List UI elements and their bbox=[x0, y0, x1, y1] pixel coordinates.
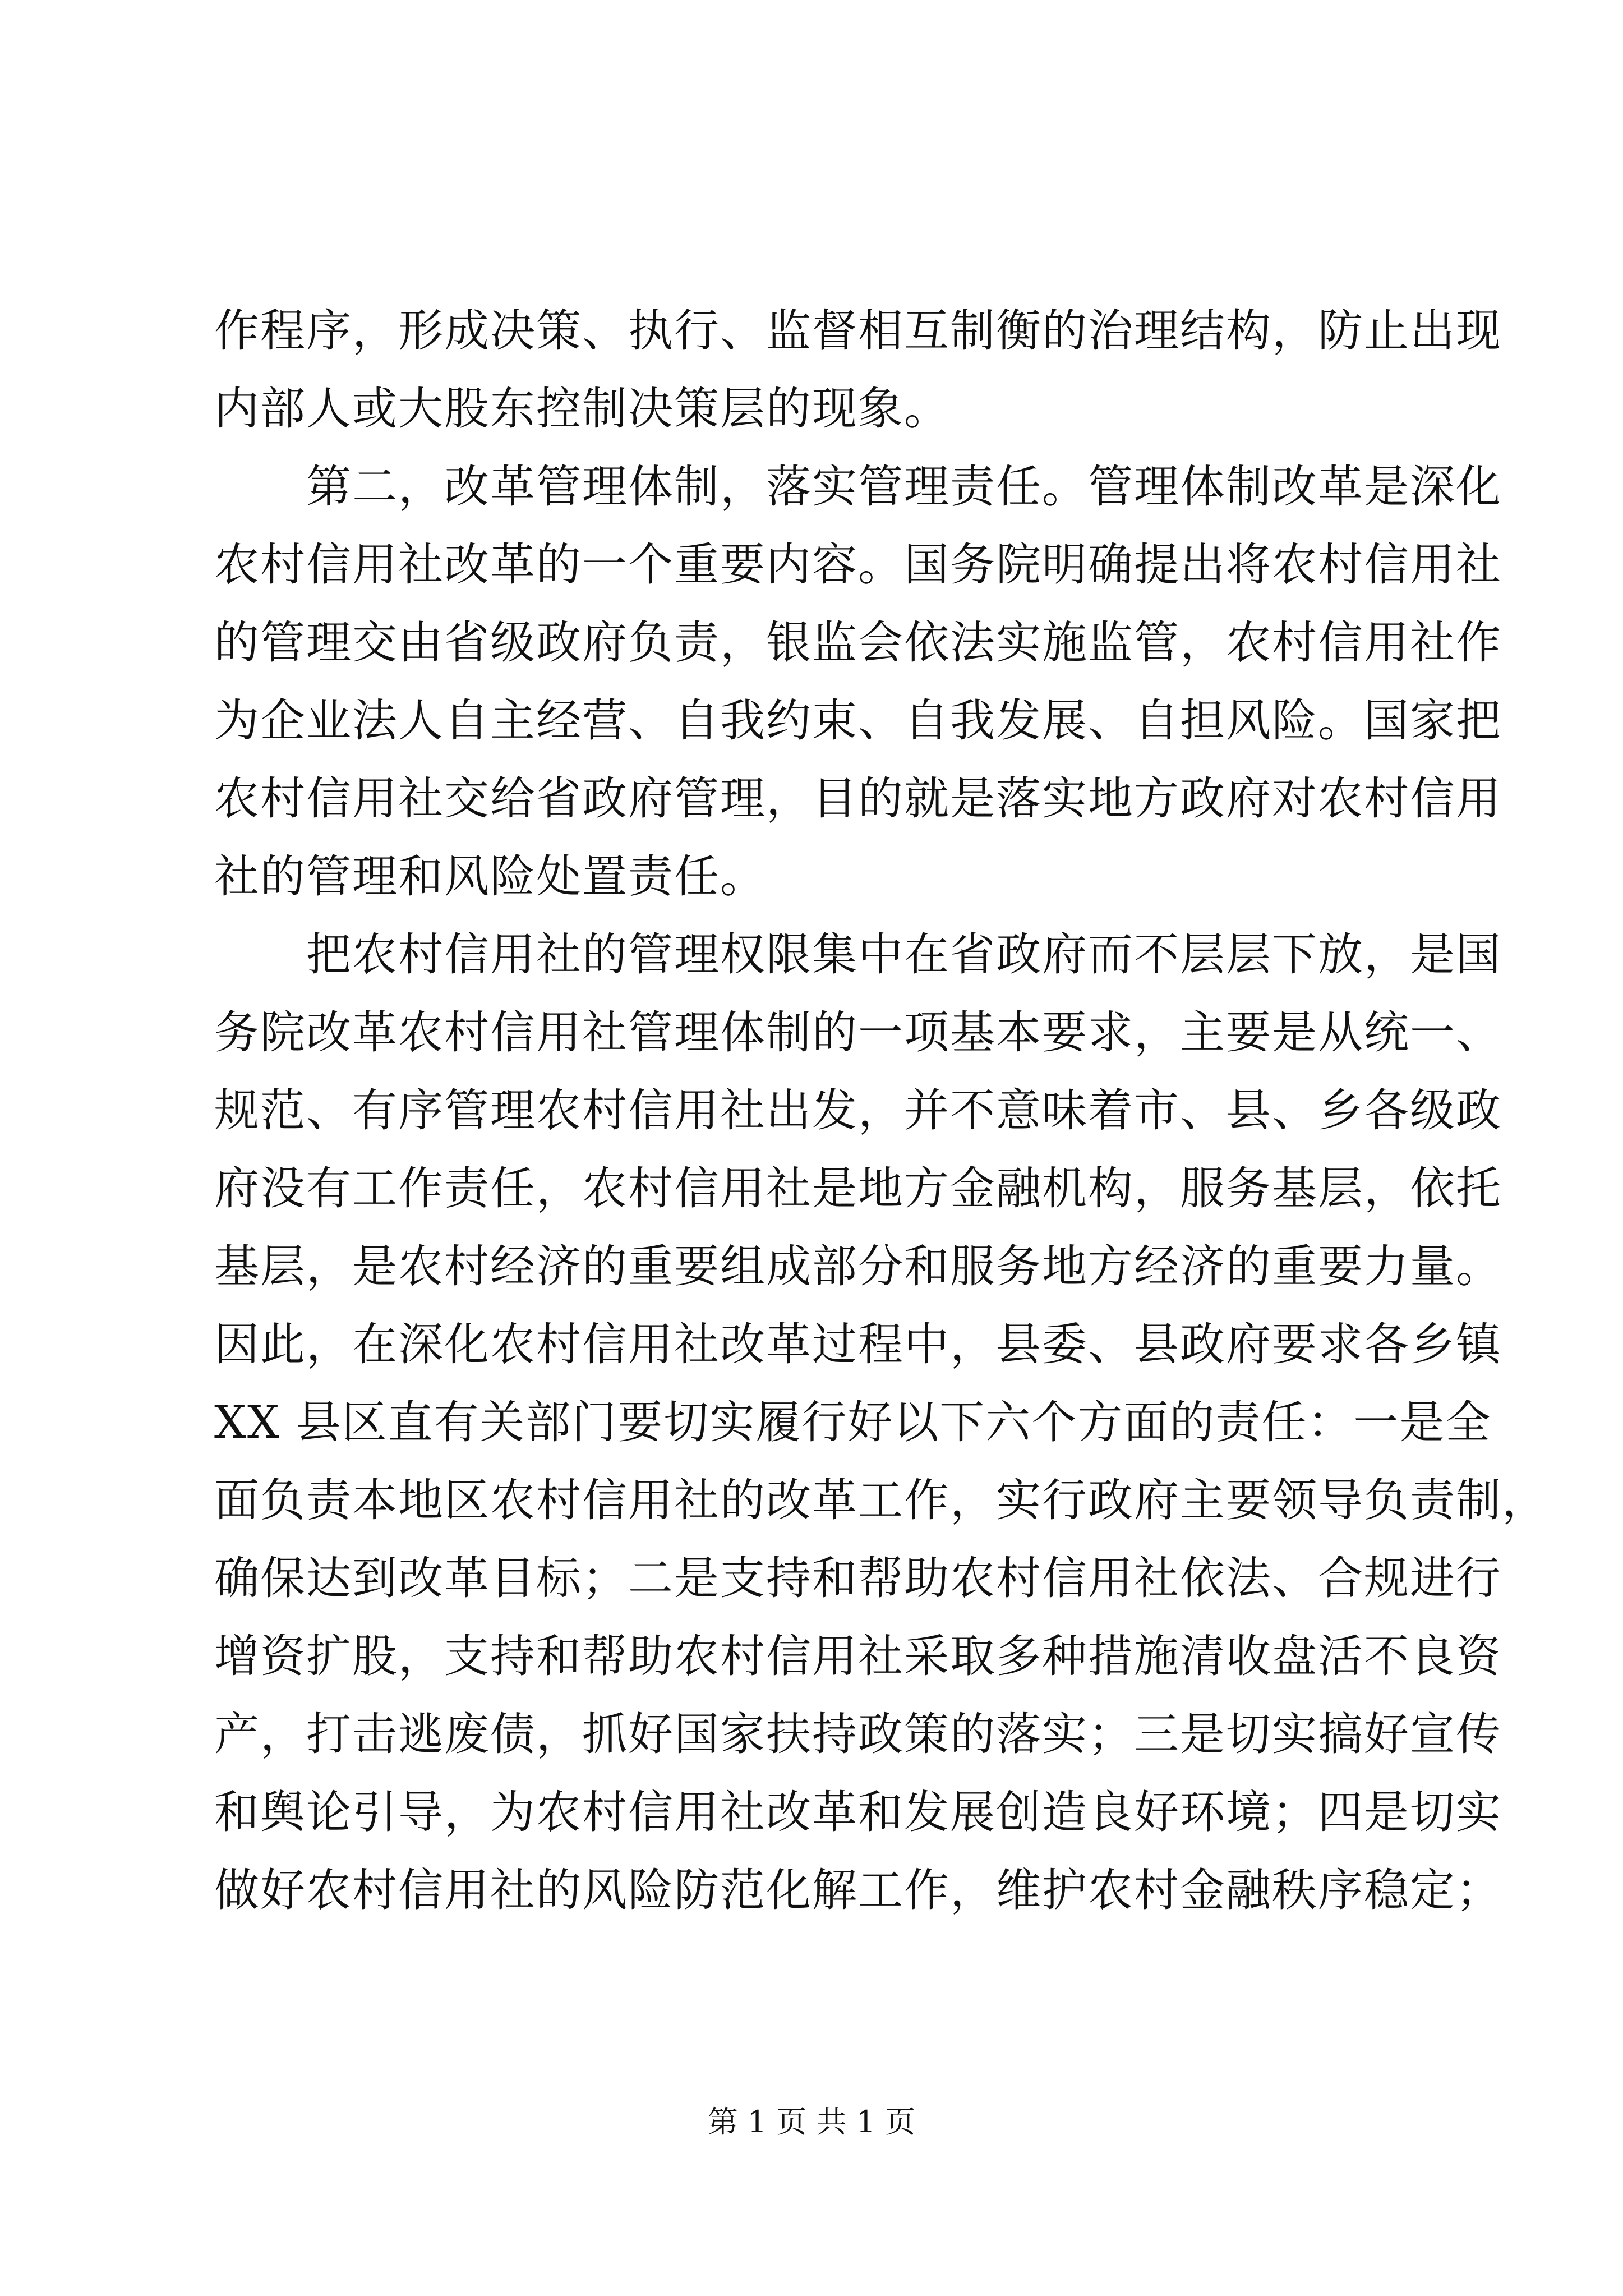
text-line: 确保达到改革目标；二是支持和帮助农村信用社依法、合规进行 bbox=[214, 1552, 1502, 1604]
text-line: 规范、有序管理农村信用社出发，并不意味着市、县、乡各级政 bbox=[214, 1084, 1502, 1137]
text-line: 和舆论引导，为农村信用社改革和发展创造良好环境；四是切实 bbox=[214, 1786, 1502, 1838]
text-line: 把农村信用社的管理权限集中在省政府而不层层下放，是国 bbox=[214, 928, 1502, 981]
text-line: 面负责本地区农村信用社的改革工作，实行政府主要领导负责制， bbox=[214, 1474, 1548, 1526]
text-line: 农村信用社改革的一个重要内容。国务院明确提出将农村信用社 bbox=[214, 539, 1502, 591]
text-line: 因此，在深化农村信用社改革过程中，县委、县政府要求各乡镇 bbox=[214, 1318, 1502, 1370]
text-line: 做好农村信用社的风险防范化解工作，维护农村金融秩序稳定； bbox=[214, 1864, 1502, 1916]
text-line: 的管理交由省级政府负责，银监会依法实施监管，农村信用社作 bbox=[214, 616, 1502, 669]
page-footer: 第 1 页 共 1 页 bbox=[707, 2104, 916, 2139]
text-line: 农村信用社交给省政府管理，目的就是落实地方政府对农村信用 bbox=[214, 772, 1502, 825]
text-line: 社的管理和风险处置责任。 bbox=[214, 850, 766, 903]
text-line: 为企业法人自主经营、自我约束、自我发展、自担风险。国家把 bbox=[214, 694, 1502, 747]
text-line: 增资扩股，支持和帮助农村信用社采取多种措施清收盘活不良资 bbox=[214, 1630, 1502, 1682]
text-line: 府没有工作责任，农村信用社是地方金融机构，服务基层，依托 bbox=[214, 1162, 1502, 1214]
text-line: XX 县区直有关部门要切实履行好以下六个方面的责任：一是全 bbox=[214, 1396, 1492, 1448]
text-line: 务院改革农村信用社管理体制的一项基本要求，主要是从统一、 bbox=[214, 1006, 1502, 1059]
text-line: 内部人或大股东控制决策层的现象。 bbox=[214, 383, 950, 435]
text-line: 第二，改革管理体制，落实管理责任。管理体制改革是深化 bbox=[214, 461, 1502, 513]
text-line: 作程序，形成决策、执行、监督相互制衡的治理结构，防止出现 bbox=[214, 305, 1502, 357]
text-line: 产，打击逃废债，抓好国家扶持政策的落实；三是切实搞好宣传 bbox=[214, 1708, 1502, 1760]
text-line: 基层，是农村经济的重要组成部分和服务地方经济的重要力量。 bbox=[214, 1240, 1502, 1292]
